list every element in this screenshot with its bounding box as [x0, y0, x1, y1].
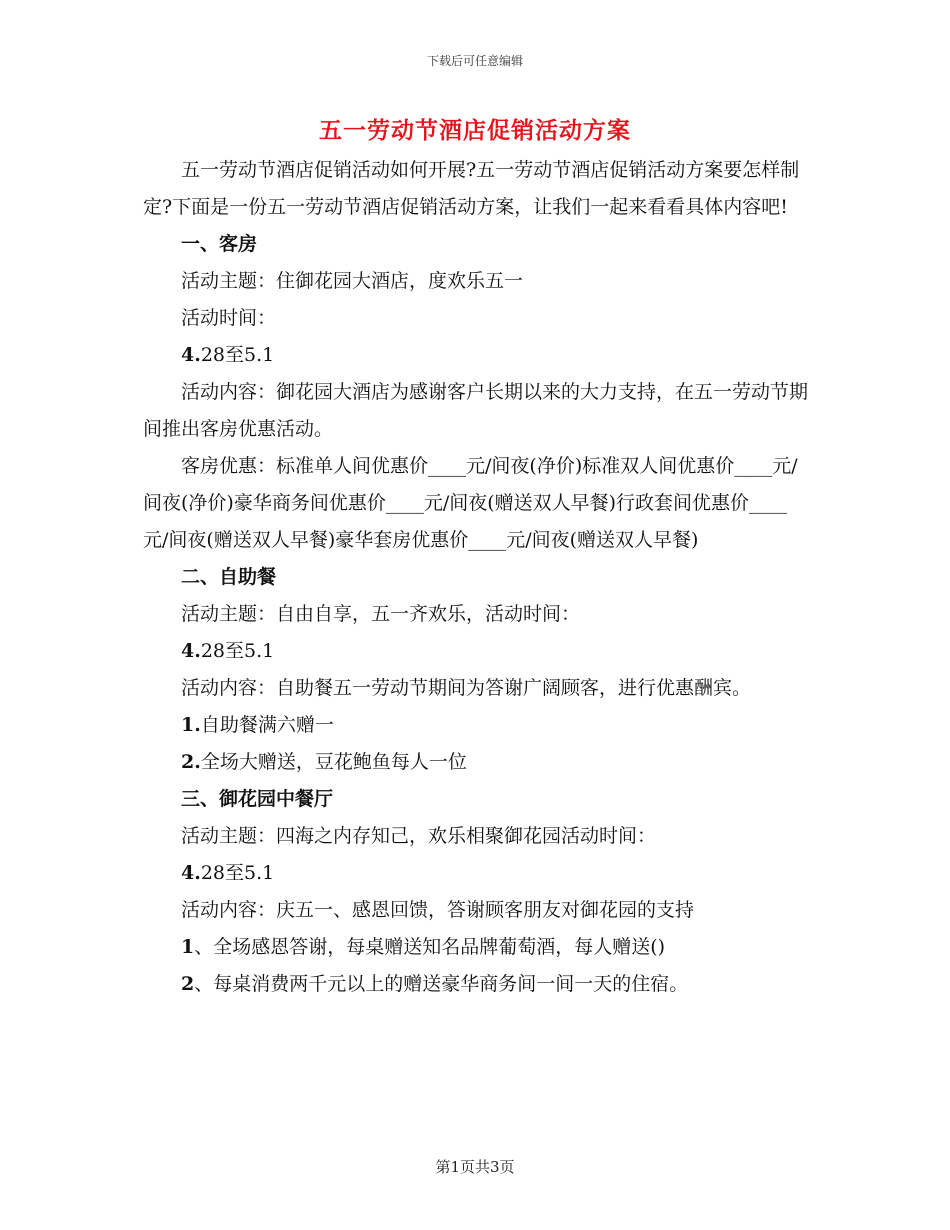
intro-paragraph: 五一劳动节酒店促销活动如何开展?五一劳动节酒店促销活动方案要怎样制定?下面是一份五一劳动节酒店促销活动方案，让我们一起来看看具体内容吧!: [143, 159, 800, 218]
section3-theme: 活动主题：四海之内存知己，欢乐相聚御花园活动时间：: [181, 825, 657, 847]
section2-heading: 二、自助餐: [181, 566, 277, 588]
section3-item2: [143, 966, 808, 1003]
section3-date: [143, 855, 808, 892]
section2-item1-text: 自助餐满六赠一: [200, 714, 334, 736]
section1-content: 活动内容：御花园大酒店为感谢客户长期以来的大力支持，在五一劳动节期间推出客房优惠活动。: [143, 381, 809, 440]
section2-date-num: 4.: [181, 640, 201, 662]
section1-date-num: 4.: [181, 344, 201, 366]
section1-theme: 活动主题：住御花园大酒店，度欢乐五一: [181, 270, 524, 292]
section3-date-rest: 28至5.1: [200, 862, 275, 884]
section3-item1-text: 、全场感恩答谢，每桌赠送知名品牌葡萄酒，每人赠送(): [194, 936, 666, 958]
section3-item2-num: 2: [181, 973, 195, 995]
section2-item2-text: 全场大赠送，豆花鲍鱼每人一位: [200, 751, 467, 773]
document-title: 五一劳动节酒店促销活动方案: [319, 117, 631, 144]
section3-heading: 三、御花园中餐厅: [181, 788, 334, 810]
section2-theme: 活动主题：自由自享，五一齐欢乐，活动时间：: [181, 603, 581, 625]
section3-content: 活动内容：庆五一、感恩回馈，答谢顾客朋友对御花园的支持: [181, 899, 695, 921]
section3-item1: [143, 929, 808, 966]
section3-item2-text: 、每桌消费两千元以上的赠送豪华商务间一间一天的住宿。: [194, 973, 689, 995]
section3-item1-num: 1: [181, 936, 195, 958]
section2-item1-num: 1.: [181, 714, 201, 736]
section2-date-rest: 28至5.1: [200, 640, 275, 662]
section1-offer: 客房优惠：标准单人间优惠价____元/间夜(净价)标准双人间优惠价____元/间夜(净价)豪华商务间优惠价____元/间夜(赠送双人早餐)行政套间优惠价____元/间夜(赠送双人早餐)豪华套房优惠价____元/间夜(赠送双人早餐): [143, 455, 798, 551]
section3-date-num: 4.: [181, 862, 201, 884]
section2-item2: [143, 744, 808, 781]
page-footer: 第1页共3页: [435, 1158, 515, 1176]
section2-content: 活动内容：自助餐五一劳动节期间为答谢广阔顾客，进行优惠酬宾。: [181, 677, 752, 699]
section1-date-rest: 28至5.1: [200, 344, 275, 366]
header-note: 下载后可任意编辑: [426, 54, 523, 68]
document-body: [143, 152, 808, 1003]
section1-date: [143, 337, 808, 374]
section1-time-label: 活动时间：: [181, 307, 277, 329]
section2-item1: [143, 707, 808, 744]
section1-heading: 一、客房: [181, 233, 258, 255]
section2-date: [143, 633, 808, 670]
section2-item2-num: 2.: [181, 751, 201, 773]
